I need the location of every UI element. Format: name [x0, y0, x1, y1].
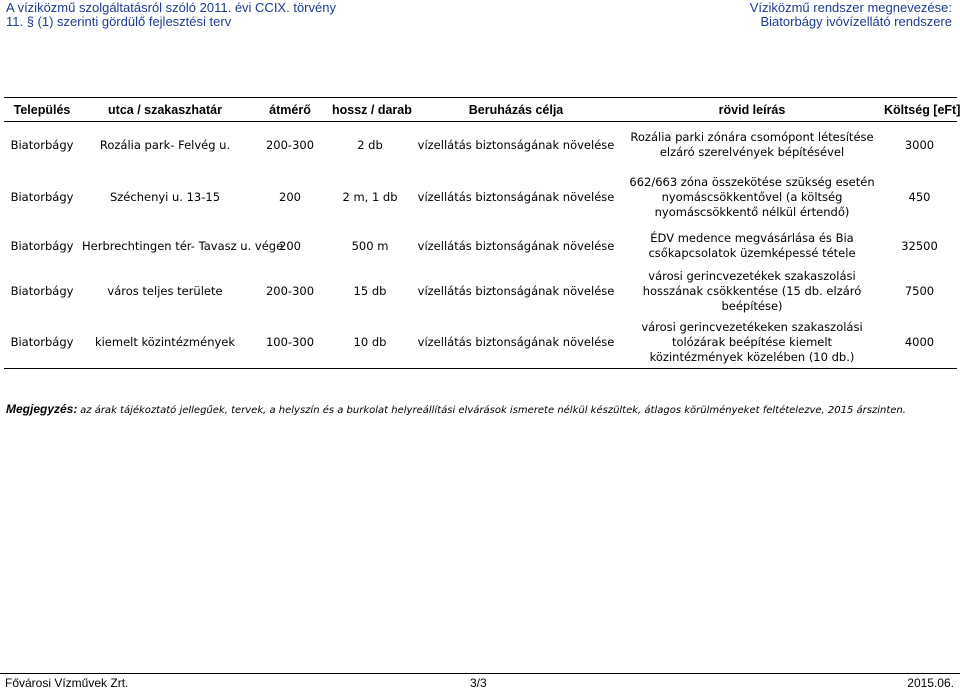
cell-hossz: 15 db — [353, 283, 387, 298]
col-header-hossz: hossz / darab — [330, 98, 410, 122]
cell-utca: Rozália park- Felvég u. — [99, 137, 231, 152]
cell-telepules: Biatorbágy — [4, 316, 80, 369]
header-right — [750, 1, 952, 29]
note-text: az árak tájékoztató jellegűek, tervek, a helyszín és a burkolat helyreállítási elvárások ismerete nélkül készültek, átlagos körülményeket feltételezve, 2015 árszinten. — [80, 405, 906, 416]
cell-koltseg: 7500 — [904, 283, 935, 298]
investment-table — [4, 97, 960, 369]
footer-company: Fővárosi Vízművek Zrt. — [5, 676, 129, 690]
note — [6, 402, 956, 418]
cell-hossz: 10 db — [330, 316, 410, 369]
page-footer — [0, 673, 960, 691]
system-name: Biatorbágy ivóvízellátó rendszere — [760, 14, 952, 29]
footer-date: 2015.06. — [907, 676, 954, 690]
cell-utca: kiemelt közintézmények — [80, 316, 250, 369]
table-row — [4, 168, 957, 226]
note-label: Megjegyzés: — [6, 402, 78, 416]
cell-leiras: 662/663 zóna összekötése szükség esetén nyomáscsökkentővel (a költség nyomáscsökkentő nélkül értendő) — [629, 174, 875, 219]
table-row — [4, 316, 957, 369]
col-header-utca: utca / szakaszhatár — [80, 98, 250, 122]
table-row — [4, 266, 957, 316]
cell-cel: vízellátás biztonságának növelése — [417, 137, 615, 152]
table-row — [4, 122, 957, 169]
plan-title: 11. § (1) szerinti gördülő fejlesztési terv — [6, 14, 232, 29]
cell-telepules: Biatorbágy — [10, 189, 74, 204]
page-header — [0, 0, 960, 30]
cell-koltseg: 32500 — [901, 238, 938, 253]
table-header-row — [4, 98, 957, 122]
col-header-koltseg: Költség [eFt] — [882, 98, 957, 122]
col-header-cel: Beruházás célja — [410, 98, 622, 122]
cell-cel: vízellátás biztonságának növelése — [417, 189, 615, 204]
cell-cel: vízellátás biztonságának növelése — [417, 283, 615, 298]
cell-leiras: ÉDV medence megvásárlása és Bia csőkapcsolatok üzemképessé tétele — [648, 231, 856, 260]
cell-atmero: 200 — [279, 238, 301, 253]
cell-koltseg: 3000 — [904, 137, 935, 152]
cell-utca: város teljes területe — [107, 283, 223, 298]
cell-utca: Herbrechtingen tér- Tavasz u. vége — [82, 238, 284, 253]
cell-cel: vízellátás biztonságának növelése — [410, 316, 622, 369]
cell-hossz: 2 db — [357, 137, 383, 152]
cell-atmero: 200-300 — [265, 283, 315, 298]
footer-page-number: 3/3 — [470, 676, 487, 690]
law-title: A víziközmű szolgáltatásról szóló 2011. évi CCIX. törvény — [6, 0, 336, 15]
cell-atmero: 100-300 — [250, 316, 330, 369]
system-label: Víziközmű rendszer megnevezése: — [749, 0, 952, 15]
cell-koltseg: 450 — [908, 189, 931, 204]
cell-atmero: 200-300 — [265, 137, 315, 152]
col-header-telepules: Település — [4, 98, 80, 122]
cell-hossz: 2 m, 1 db — [342, 189, 398, 204]
cell-cel: vízellátás biztonságának növelése — [417, 238, 615, 253]
cell-atmero: 200 — [279, 189, 301, 204]
cell-utca: Széchenyi u. 13-15 — [109, 189, 221, 204]
col-header-leiras: rövid leírás — [622, 98, 882, 122]
cell-koltseg: 4000 — [882, 316, 957, 369]
cell-telepules: Biatorbágy — [10, 238, 74, 253]
cell-leiras: Rozália parki zónára csomópont létesítése elzáró szerelvények bépítésével — [630, 130, 874, 159]
cell-hossz: 500 m — [351, 238, 389, 253]
header-left — [6, 1, 336, 29]
cell-telepules: Biatorbágy — [10, 137, 74, 152]
table-row — [4, 226, 957, 266]
cell-telepules: Biatorbágy — [10, 283, 74, 298]
col-header-atmero: átmérő — [250, 98, 330, 122]
cell-leiras: városi gerincvezetékek szakaszolási hosszának csökkentése (15 db. elzáró beépítése) — [642, 268, 862, 313]
cell-leiras: városi gerincvezetékeken szakaszolási tolózárak beépítése kiemelt közintézmények közelében (10 db.) — [622, 316, 882, 369]
